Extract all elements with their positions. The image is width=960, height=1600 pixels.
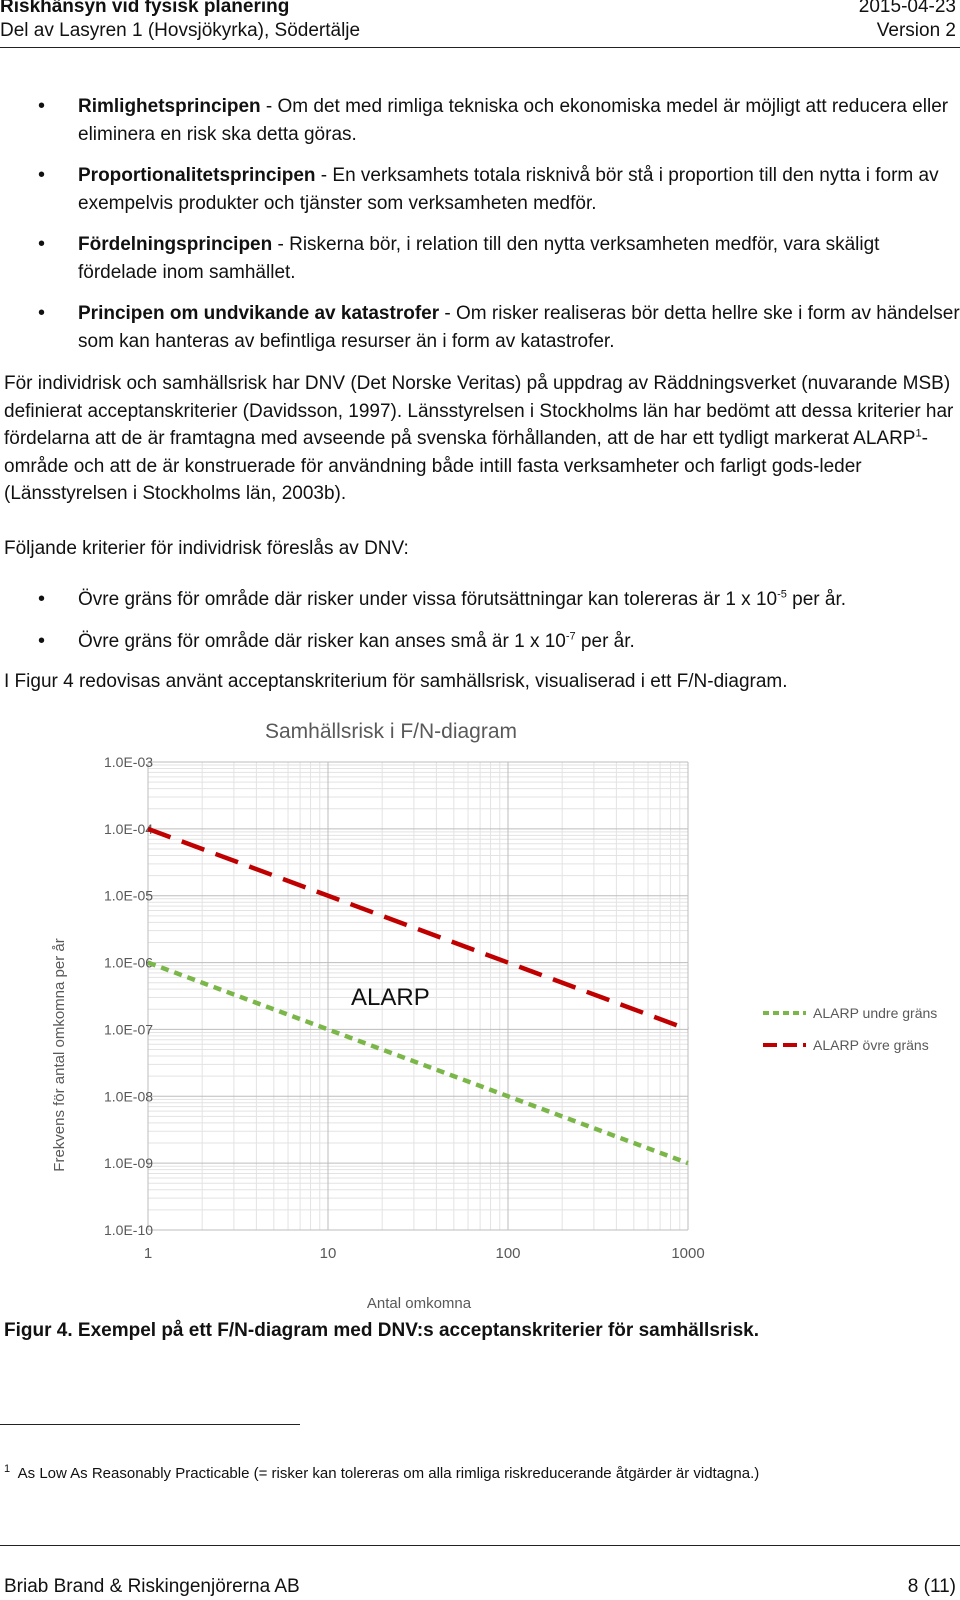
principle-text: - Riskerna bör, i relation till den nytta verksamheten medför, vara skäligt fördelade inom samhället. [78, 234, 880, 283]
y-tick-label: 1.0E-08 [104, 1088, 154, 1105]
alarp-annotation: ALARP [351, 984, 430, 1011]
principle-term: Proportionalitetsprincipen [78, 165, 316, 186]
list-item [0, 586, 960, 614]
criterion-text: Övre gräns för område där risker under vissa förutsättningar kan tolereras är 1 x 10 [78, 589, 778, 610]
list-item [0, 162, 960, 217]
paragraph-text: För individrisk och samhällsrisk har DNV (Det Norske Veritas) på uppdrag av Räddningsverket (nuvarande MSB) definierat acceptanskriterier (Davidsson, 1997). Länsstyrelsen i Stockholms län har bedömt att dessa kriterier har fördelarna att de är framtagna med avseende på svenska förhållanden, att de har ett tydligt markerat ALARP [4, 373, 954, 449]
criterion-tail: per år. [786, 589, 847, 610]
y-tick-label: 1.0E-06 [104, 954, 154, 971]
criterion-text: Övre gräns för område där risker kan anses små är 1 x 10 [78, 630, 566, 652]
document-title: Riskhänsyn vid fysisk planering [0, 0, 290, 17]
principle-term: Principen om undvikande av katastrofer [78, 303, 440, 324]
y-tick-labels [104, 754, 153, 1238]
paragraph-criteria-intro: Följande kriterier för individrisk föreslås av DNV: [4, 538, 409, 559]
criteria-list [0, 586, 960, 669]
x-tick-label: 1000 [671, 1245, 705, 1262]
list-item [0, 93, 960, 148]
y-axis-label: Frekvens för antal omkomna per år [51, 938, 68, 1172]
header-divider [0, 47, 960, 48]
document-date: 2015-04-23 [858, 0, 956, 17]
criterion-exponent: -5 [777, 588, 787, 601]
principle-text: - En verksamhets totala risknivå bör stå i proportion till den nytta i form av exempelvis produkter och tjänster som verksamheten medför. [78, 165, 939, 214]
chart-legend [763, 1005, 937, 1053]
footnote-mark: 1 [4, 1463, 11, 1475]
principle-text: - Om risker realiseras bör detta hellre ske i form av händelser som kan hanteras av befintliga resurser än i form av katastrofer. [78, 303, 960, 352]
chart-title: Samhällsrisk i F/N-diagram [264, 720, 518, 743]
legend-label: ALARP övre gräns [813, 1037, 929, 1053]
document-subtitle: Del av Lasyren 1 (Hovsjökyrka), Södertälje [0, 20, 361, 41]
y-tick-label: 1.0E-04 [104, 820, 154, 837]
y-tick-label: 1.0E-10 [104, 1222, 154, 1238]
principles-list [0, 93, 960, 369]
x-tick-label: 100 [495, 1245, 521, 1262]
footer-company: Briab Brand & Riskingenjörerna AB [4, 1576, 300, 1597]
principle-text: - Om det med rimliga tekniska och ekonomiska medel är möjligt att reducera eller eliminera en risk ska detta göras. [78, 96, 949, 145]
paragraph-dnv [4, 370, 954, 508]
document-version: Version 2 [876, 20, 956, 41]
x-tick-label: 1 [143, 1245, 153, 1262]
principle-term: Rimlighetsprincipen [78, 96, 261, 117]
page-number: 8 (11) [907, 1576, 956, 1597]
criterion-exponent: -7 [565, 630, 576, 643]
x-axis-label: Antal omkomna [366, 1295, 472, 1310]
y-tick-label: 1.0E-07 [104, 1021, 154, 1038]
figure-caption: Figur 4. Exempel på ett F/N-diagram med DNV:s acceptanskriterier för samhällsrisk. [4, 1320, 759, 1341]
fn-diagram-chart [30, 715, 960, 1310]
criterion-tail: per år. [575, 630, 635, 652]
paragraph-text: -område och att de är konstruerade för användning både intill fasta verksamheter och farligt gods-leder (Länsstyrelsen i Stockholms län, 2003b). [4, 428, 928, 504]
footer-divider [0, 1545, 960, 1546]
y-tick-label: 1.0E-09 [104, 1155, 154, 1172]
footnote-ref[interactable]: 1 [915, 427, 922, 440]
y-tick-label: 1.0E-05 [104, 887, 154, 904]
list-item [0, 628, 960, 656]
footnote [4, 1465, 759, 1482]
y-tick-label: 1.0E-03 [104, 754, 154, 770]
list-item [0, 300, 960, 355]
principle-term: Fördelningsprincipen [78, 234, 273, 255]
paragraph-figure-intro: I Figur 4 redovisas använt acceptanskriterium för samhällsrisk, visualiserad i ett F/N-diagram. [4, 671, 788, 692]
list-item [0, 231, 960, 286]
x-tick-label: 10 [319, 1245, 337, 1262]
x-tick-labels [144, 1245, 705, 1262]
legend-label: ALARP undre gräns [813, 1005, 938, 1021]
footnote-text: As Low As Reasonably Practicable (= risker kan tolereras om alla rimliga riskreducerande åtgärder är vidtagna.) [17, 1465, 760, 1482]
footnote-divider [0, 1424, 300, 1425]
